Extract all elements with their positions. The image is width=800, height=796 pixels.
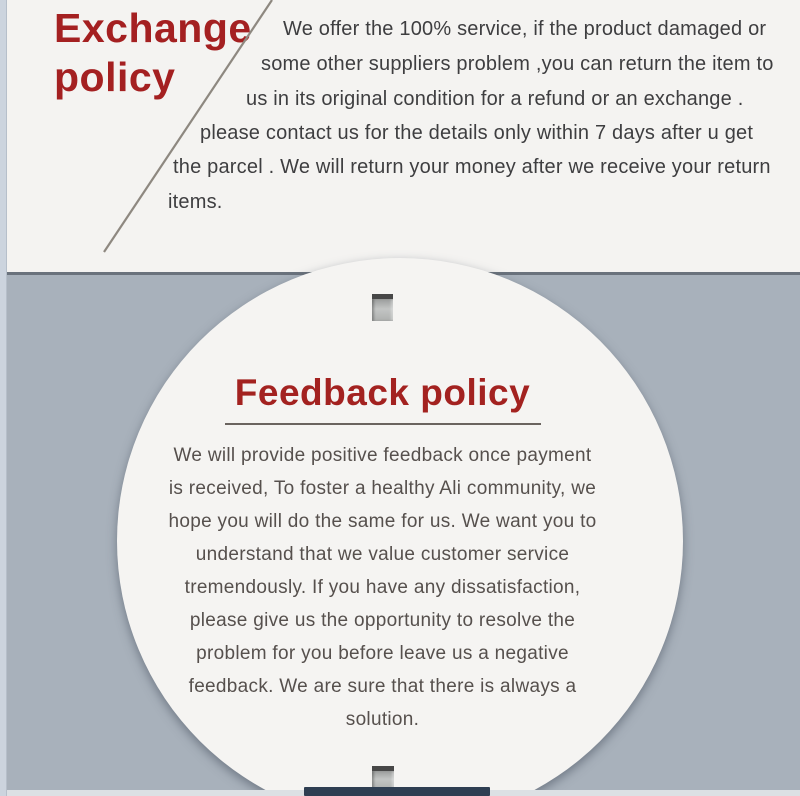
feedback-line: is received, To foster a healthy Ali community, we (168, 478, 597, 499)
exchange-line: us in its original condition for a refund or an exchange . (246, 88, 744, 110)
feedback-text (85, 439, 680, 736)
feedback-line: hope you will do the same for us. We want you to (168, 511, 597, 532)
feedback-content (85, 372, 680, 736)
exchange-line: the parcel . We will return your money after we receive your return (173, 156, 771, 178)
exchange-line: please contact us for the details only within 7 days after u get (200, 122, 754, 144)
exchange-line: We offer the 100% service, if the product damaged or (283, 18, 767, 40)
feedback-title-underline (225, 423, 541, 425)
exchange-line: items. (168, 191, 223, 213)
exchange-title-line-2: policy (54, 54, 176, 100)
exchange-title-line-1: Exchange (54, 5, 252, 51)
feedback-line: tremendously. If you have any dissatisfaction, (184, 577, 581, 598)
feedback-line: solution. (345, 709, 420, 730)
feedback-line: understand that we value customer service (195, 544, 570, 565)
punch-hole-bottom (372, 766, 394, 789)
feedback-line: We will provide positive feedback once payment (173, 445, 592, 466)
left-edge-stripe (0, 0, 7, 796)
exchange-section (0, 0, 800, 272)
feedback-line: feedback. We are sure that there is always a (188, 676, 577, 697)
feedback-line: problem for you before leave us a negative (196, 643, 569, 664)
punch-hole-top (372, 294, 393, 321)
feedback-title: Feedback policy (234, 372, 531, 413)
bottom-bar (304, 787, 490, 796)
exchange-line: some other suppliers problem ,you can return the item to (261, 53, 774, 75)
feedback-line: please give us the opportunity to resolve the (189, 610, 576, 631)
